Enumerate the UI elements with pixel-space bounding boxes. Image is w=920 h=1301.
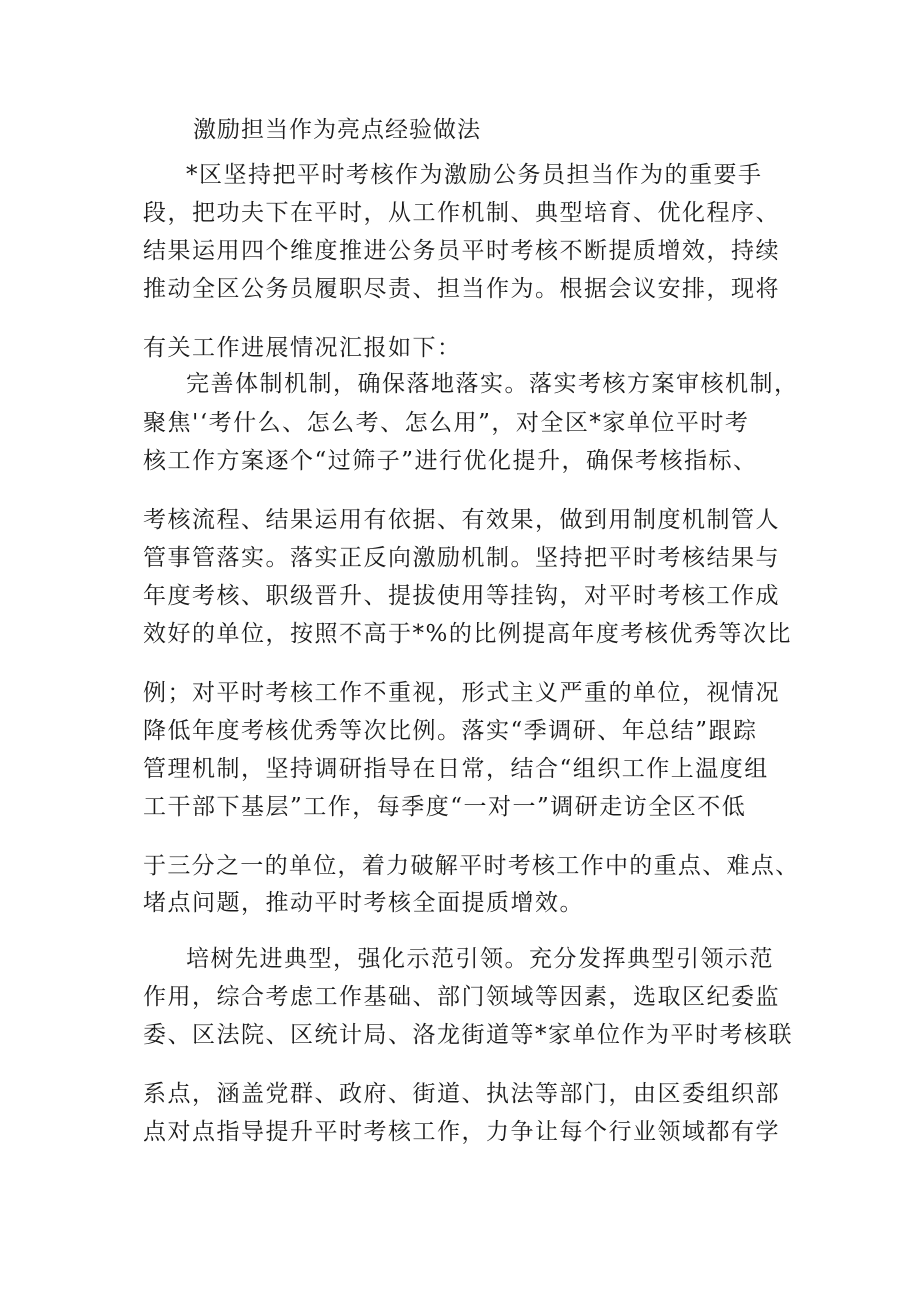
paragraph-line: 段，把功夫下在平时，从工作机制、典型培育、优化程序、	[143, 200, 780, 226]
paragraph-line: 年度考核、职级晋升、提拔使用等挂钩，对平时考核工作成	[143, 583, 780, 609]
paragraph-line: 于三分之一的单位，着力破解平时考核工作中的重点、难点、	[143, 853, 800, 879]
paragraph-line: 效好的单位，按照不高于*%的比例提高年度考核优秀等次比	[143, 621, 792, 647]
paragraph-line: 堵点问题，推动平时考核全面提质增效。	[143, 890, 584, 916]
paragraph-line: 例；对平时考核工作不重视，形式主义严重的单位，视情况	[143, 680, 780, 706]
paragraph-line: 完善体制机制，确保落地落实。落实考核方案审核机制，	[186, 371, 799, 397]
paragraph-line: 降低年度考核优秀等次比例。落实“季调研、年总结”跟踪	[143, 718, 758, 744]
paragraph-line: 培树先进典型，强化示范引领。充分发挥典型引领示范	[186, 946, 774, 972]
paragraph-line: 委、区法院、区统计局、洛龙街道等*家单位作为平时考核联	[143, 1022, 793, 1048]
paragraph-line: 聚焦'‘考什么、怎么考、怎么用”，对全区*家单位平时考	[143, 410, 750, 436]
document-title: 激励担当作为亮点经验做法	[193, 117, 481, 143]
paragraph-line: 有关工作进展情况汇报如下：	[143, 335, 462, 361]
paragraph-line: 工干部下基层”工作，每季度“一对一”调研走访全区不低	[143, 794, 747, 820]
paragraph-line: 系点，涵盖党群、政府、街道、执法等部门，由区委组织部	[143, 1081, 780, 1107]
paragraph-line: 结果运用四个维度推进公务员平时考核不断提质增效，持续	[143, 238, 780, 264]
paragraph-line: 作用，综合考虑工作基础、部门领域等因素，选取区纪委监	[143, 984, 780, 1010]
paragraph-line: 考核流程、结果运用有依据、有效果，做到用制度机制管人	[143, 507, 780, 533]
paragraph-line: 管理机制，坚持调研指导在日常，结合“组织工作上温度组	[143, 756, 769, 782]
paragraph-line: 管事管落实。落实正反向激励机制。坚持把平时考核结果与	[143, 545, 780, 571]
paragraph-line: 推动全区公务员履职尽责、担当作为。根据会议安排，现将	[143, 276, 780, 302]
paragraph-line: 核工作方案逐个“过筛子”进行优化提升，确保考核指标、	[143, 448, 758, 474]
paragraph-line: *区坚持把平时考核作为激励公务员担当作为的重要手	[186, 162, 763, 188]
paragraph-line: 点对点指导提升平时考核工作，力争让每个行业领域都有学	[143, 1119, 780, 1145]
